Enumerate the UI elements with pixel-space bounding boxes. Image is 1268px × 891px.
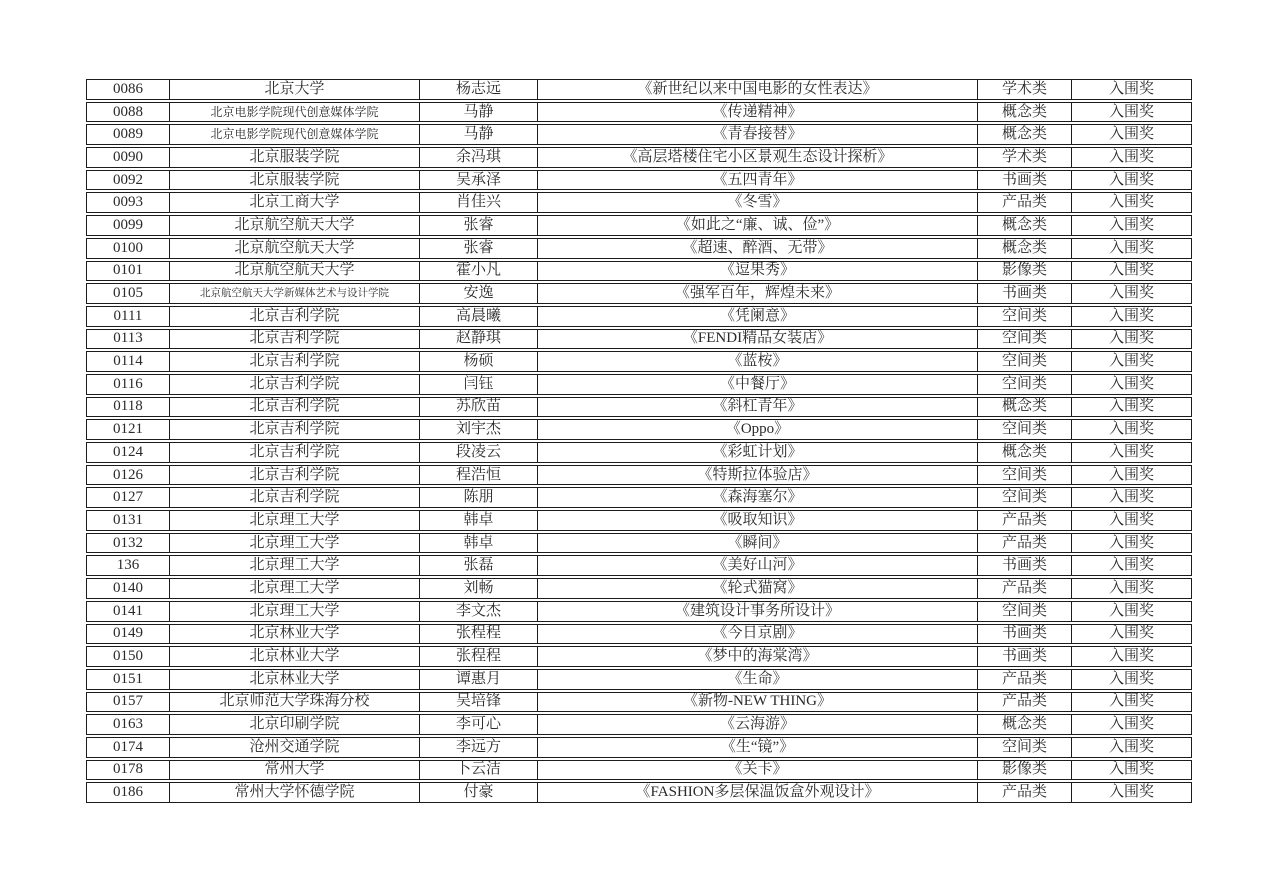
cell-id: 0140 xyxy=(86,578,170,599)
cell-school: 北京吉利学院 xyxy=(170,419,420,440)
table-row xyxy=(86,329,1192,350)
table-row xyxy=(86,442,1192,463)
cell-award: 入围奖 xyxy=(1072,147,1192,168)
cell-title: 《彩虹计划》 xyxy=(538,442,978,463)
cell-title: 《高层塔楼住宅小区景观生态设计探析》 xyxy=(538,147,978,168)
table-row xyxy=(86,555,1192,576)
cell-title: 《逗果秀》 xyxy=(538,261,978,282)
cell-id: 0150 xyxy=(86,646,170,667)
table-row xyxy=(86,351,1192,372)
cell-category: 产品类 xyxy=(978,669,1072,690)
cell-award: 入围奖 xyxy=(1072,442,1192,463)
cell-award: 入围奖 xyxy=(1072,124,1192,145)
cell-category: 学术类 xyxy=(978,79,1072,100)
cell-award: 入围奖 xyxy=(1072,238,1192,259)
cell-school: 北京吉利学院 xyxy=(170,487,420,508)
table-row xyxy=(86,601,1192,622)
cell-id: 0092 xyxy=(86,170,170,191)
table-row xyxy=(86,487,1192,508)
cell-award: 入围奖 xyxy=(1072,601,1192,622)
table-row xyxy=(86,782,1192,803)
cell-category: 学术类 xyxy=(978,147,1072,168)
cell-id: 0089 xyxy=(86,124,170,145)
cell-award: 入围奖 xyxy=(1072,351,1192,372)
table-row xyxy=(86,760,1192,781)
cell-award: 入围奖 xyxy=(1072,170,1192,191)
cell-name: 吴培锋 xyxy=(420,692,538,713)
cell-category: 空间类 xyxy=(978,737,1072,758)
cell-name: 马静 xyxy=(420,124,538,145)
cell-name: 李远方 xyxy=(420,737,538,758)
cell-name: 闫钰 xyxy=(420,374,538,395)
cell-name: 张程程 xyxy=(420,646,538,667)
document-sheet xyxy=(86,77,1192,805)
cell-school: 北京电影学院现代创意媒体学院 xyxy=(170,124,420,145)
cell-id: 0163 xyxy=(86,714,170,735)
cell-school: 北京吉利学院 xyxy=(170,329,420,350)
cell-award: 入围奖 xyxy=(1072,215,1192,236)
table-row xyxy=(86,79,1192,100)
cell-name: 张程程 xyxy=(420,624,538,645)
cell-name: 段凌云 xyxy=(420,442,538,463)
table-row xyxy=(86,646,1192,667)
cell-id: 0101 xyxy=(86,261,170,282)
cell-name: 杨硕 xyxy=(420,351,538,372)
table-row xyxy=(86,170,1192,191)
cell-name: 刘畅 xyxy=(420,578,538,599)
cell-school: 北京电影学院现代创意媒体学院 xyxy=(170,102,420,123)
cell-title: 《蓝桉》 xyxy=(538,351,978,372)
cell-award: 入围奖 xyxy=(1072,737,1192,758)
cell-title: 《FENDI精品女装店》 xyxy=(538,329,978,350)
cell-school: 北京印刷学院 xyxy=(170,714,420,735)
cell-award: 入围奖 xyxy=(1072,102,1192,123)
cell-school: 北京林业大学 xyxy=(170,646,420,667)
cell-award: 入围奖 xyxy=(1072,79,1192,100)
cell-id: 0088 xyxy=(86,102,170,123)
cell-title: 《美好山河》 xyxy=(538,555,978,576)
cell-school: 北京大学 xyxy=(170,79,420,100)
cell-id: 0131 xyxy=(86,510,170,531)
table-row xyxy=(86,533,1192,554)
cell-school: 沧州交通学院 xyxy=(170,737,420,758)
cell-award: 入围奖 xyxy=(1072,487,1192,508)
cell-category: 书画类 xyxy=(978,555,1072,576)
cell-title: 《特斯拉体验店》 xyxy=(538,465,978,486)
cell-name: 张睿 xyxy=(420,238,538,259)
cell-category: 空间类 xyxy=(978,306,1072,327)
cell-school: 北京理工大学 xyxy=(170,601,420,622)
cell-id: 0100 xyxy=(86,238,170,259)
cell-category: 影像类 xyxy=(978,261,1072,282)
table-row xyxy=(86,578,1192,599)
cell-id: 0113 xyxy=(86,329,170,350)
cell-title: 《生“镜”》 xyxy=(538,737,978,758)
cell-award: 入围奖 xyxy=(1072,669,1192,690)
cell-category: 概念类 xyxy=(978,442,1072,463)
cell-name: 高晨曦 xyxy=(420,306,538,327)
cell-award: 入围奖 xyxy=(1072,397,1192,418)
cell-name: 李可心 xyxy=(420,714,538,735)
cell-award: 入围奖 xyxy=(1072,283,1192,304)
table-row xyxy=(86,147,1192,168)
cell-title: 《轮式猫窝》 xyxy=(538,578,978,599)
cell-name: 苏欣苗 xyxy=(420,397,538,418)
table-row xyxy=(86,669,1192,690)
cell-name: 付豪 xyxy=(420,782,538,803)
cell-school: 北京吉利学院 xyxy=(170,351,420,372)
cell-title: 《超速、醉酒、无带》 xyxy=(538,238,978,259)
cell-school: 北京吉利学院 xyxy=(170,397,420,418)
cell-title: 《五四青年》 xyxy=(538,170,978,191)
cell-category: 书画类 xyxy=(978,624,1072,645)
cell-title: 《森海塞尔》 xyxy=(538,487,978,508)
cell-name: 余冯琪 xyxy=(420,147,538,168)
cell-id: 0178 xyxy=(86,760,170,781)
table-row xyxy=(86,124,1192,145)
cell-title: 《如此之“廉、诚、俭”》 xyxy=(538,215,978,236)
table-row xyxy=(86,306,1192,327)
cell-award: 入围奖 xyxy=(1072,555,1192,576)
cell-id: 0116 xyxy=(86,374,170,395)
cell-title: 《Oppo》 xyxy=(538,419,978,440)
cell-category: 书画类 xyxy=(978,646,1072,667)
cell-title: 《斜杠青年》 xyxy=(538,397,978,418)
cell-title: 《冬雪》 xyxy=(538,192,978,213)
cell-category: 空间类 xyxy=(978,329,1072,350)
table-row xyxy=(86,192,1192,213)
cell-award: 入围奖 xyxy=(1072,714,1192,735)
cell-title: 《FASHION多层保温饭盒外观设计》 xyxy=(538,782,978,803)
cell-name: 谭惠月 xyxy=(420,669,538,690)
cell-category: 概念类 xyxy=(978,215,1072,236)
cell-award: 入围奖 xyxy=(1072,578,1192,599)
cell-name: 韩卓 xyxy=(420,533,538,554)
cell-school: 北京理工大学 xyxy=(170,555,420,576)
cell-title: 《中餐厅》 xyxy=(538,374,978,395)
cell-school: 北京航空航天大学 xyxy=(170,261,420,282)
cell-title: 《云海游》 xyxy=(538,714,978,735)
cell-school: 常州大学怀德学院 xyxy=(170,782,420,803)
cell-award: 入围奖 xyxy=(1072,760,1192,781)
cell-name: 杨志远 xyxy=(420,79,538,100)
cell-category: 产品类 xyxy=(978,533,1072,554)
cell-name: 马静 xyxy=(420,102,538,123)
table-row xyxy=(86,215,1192,236)
cell-school: 常州大学 xyxy=(170,760,420,781)
cell-name: 张磊 xyxy=(420,555,538,576)
cell-title: 《凭阑意》 xyxy=(538,306,978,327)
cell-award: 入围奖 xyxy=(1072,192,1192,213)
table-row xyxy=(86,419,1192,440)
awards-table xyxy=(86,77,1192,805)
cell-id: 0114 xyxy=(86,351,170,372)
cell-id: 0151 xyxy=(86,669,170,690)
cell-name: 李文杰 xyxy=(420,601,538,622)
cell-id: 0111 xyxy=(86,306,170,327)
table-row xyxy=(86,714,1192,735)
cell-id: 0124 xyxy=(86,442,170,463)
cell-school: 北京吉利学院 xyxy=(170,306,420,327)
cell-school: 北京理工大学 xyxy=(170,533,420,554)
cell-id: 0186 xyxy=(86,782,170,803)
table-row xyxy=(86,238,1192,259)
cell-category: 概念类 xyxy=(978,714,1072,735)
cell-id: 0090 xyxy=(86,147,170,168)
cell-title: 《生命》 xyxy=(538,669,978,690)
cell-school: 北京吉利学院 xyxy=(170,442,420,463)
cell-title: 《建筑设计事务所设计》 xyxy=(538,601,978,622)
cell-category: 产品类 xyxy=(978,782,1072,803)
cell-school: 北京服装学院 xyxy=(170,170,420,191)
awards-table-body xyxy=(86,79,1192,803)
cell-name: 程浩恒 xyxy=(420,465,538,486)
cell-name: 安逸 xyxy=(420,283,538,304)
cell-id: 0127 xyxy=(86,487,170,508)
cell-school: 北京理工大学 xyxy=(170,578,420,599)
cell-id: 0126 xyxy=(86,465,170,486)
cell-category: 书画类 xyxy=(978,170,1072,191)
cell-category: 产品类 xyxy=(978,578,1072,599)
table-row xyxy=(86,397,1192,418)
table-row xyxy=(86,737,1192,758)
cell-name: 陈朋 xyxy=(420,487,538,508)
cell-name: 肖佳兴 xyxy=(420,192,538,213)
table-row xyxy=(86,283,1192,304)
cell-school: 北京林业大学 xyxy=(170,669,420,690)
cell-award: 入围奖 xyxy=(1072,261,1192,282)
cell-school: 北京航空航天大学新媒体艺术与设计学院 xyxy=(170,283,420,304)
cell-school: 北京服装学院 xyxy=(170,147,420,168)
cell-id: 0105 xyxy=(86,283,170,304)
cell-award: 入围奖 xyxy=(1072,419,1192,440)
cell-title: 《新物-NEW THING》 xyxy=(538,692,978,713)
cell-category: 产品类 xyxy=(978,510,1072,531)
cell-category: 空间类 xyxy=(978,465,1072,486)
table-row xyxy=(86,624,1192,645)
cell-id: 0086 xyxy=(86,79,170,100)
cell-category: 空间类 xyxy=(978,374,1072,395)
cell-id: 0093 xyxy=(86,192,170,213)
cell-category: 概念类 xyxy=(978,397,1072,418)
cell-category: 概念类 xyxy=(978,102,1072,123)
cell-id: 0121 xyxy=(86,419,170,440)
cell-category: 书画类 xyxy=(978,283,1072,304)
table-row xyxy=(86,692,1192,713)
cell-school: 北京航空航天大学 xyxy=(170,215,420,236)
table-row xyxy=(86,510,1192,531)
cell-title: 《吸取知识》 xyxy=(538,510,978,531)
cell-name: 张睿 xyxy=(420,215,538,236)
cell-id: 0132 xyxy=(86,533,170,554)
cell-category: 空间类 xyxy=(978,601,1072,622)
cell-category: 概念类 xyxy=(978,238,1072,259)
cell-award: 入围奖 xyxy=(1072,510,1192,531)
cell-award: 入围奖 xyxy=(1072,306,1192,327)
cell-award: 入围奖 xyxy=(1072,374,1192,395)
cell-id: 0174 xyxy=(86,737,170,758)
cell-category: 影像类 xyxy=(978,760,1072,781)
cell-category: 概念类 xyxy=(978,124,1072,145)
cell-title: 《今日京剧》 xyxy=(538,624,978,645)
cell-title: 《关卡》 xyxy=(538,760,978,781)
cell-title: 《传递精神》 xyxy=(538,102,978,123)
cell-title: 《青春接替》 xyxy=(538,124,978,145)
cell-school: 北京师范大学珠海分校 xyxy=(170,692,420,713)
cell-title: 《梦中的海棠湾》 xyxy=(538,646,978,667)
cell-name: 刘宇杰 xyxy=(420,419,538,440)
cell-name: 霍小凡 xyxy=(420,261,538,282)
cell-award: 入围奖 xyxy=(1072,646,1192,667)
cell-school: 北京林业大学 xyxy=(170,624,420,645)
cell-award: 入围奖 xyxy=(1072,782,1192,803)
cell-award: 入围奖 xyxy=(1072,329,1192,350)
cell-school: 北京航空航天大学 xyxy=(170,238,420,259)
cell-category: 空间类 xyxy=(978,419,1072,440)
cell-school: 北京工商大学 xyxy=(170,192,420,213)
cell-school: 北京吉利学院 xyxy=(170,465,420,486)
cell-title: 《新世纪以来中国电影的女性表达》 xyxy=(538,79,978,100)
cell-title: 《瞬间》 xyxy=(538,533,978,554)
cell-category: 空间类 xyxy=(978,487,1072,508)
cell-id: 0118 xyxy=(86,397,170,418)
cell-award: 入围奖 xyxy=(1072,624,1192,645)
cell-id: 0099 xyxy=(86,215,170,236)
cell-category: 空间类 xyxy=(978,351,1072,372)
cell-school: 北京吉利学院 xyxy=(170,374,420,395)
cell-id: 0141 xyxy=(86,601,170,622)
cell-title: 《强军百年，辉煌未来》 xyxy=(538,283,978,304)
cell-id: 0157 xyxy=(86,692,170,713)
table-row xyxy=(86,102,1192,123)
cell-id: 136 xyxy=(86,555,170,576)
cell-category: 产品类 xyxy=(978,692,1072,713)
table-row xyxy=(86,261,1192,282)
cell-name: 赵静琪 xyxy=(420,329,538,350)
table-row xyxy=(86,465,1192,486)
cell-name: 吴承泽 xyxy=(420,170,538,191)
cell-name: 韩卓 xyxy=(420,510,538,531)
cell-award: 入围奖 xyxy=(1072,465,1192,486)
cell-category: 产品类 xyxy=(978,192,1072,213)
cell-school: 北京理工大学 xyxy=(170,510,420,531)
cell-name: 卜云洁 xyxy=(420,760,538,781)
cell-award: 入围奖 xyxy=(1072,692,1192,713)
cell-award: 入围奖 xyxy=(1072,533,1192,554)
cell-id: 0149 xyxy=(86,624,170,645)
table-row xyxy=(86,374,1192,395)
